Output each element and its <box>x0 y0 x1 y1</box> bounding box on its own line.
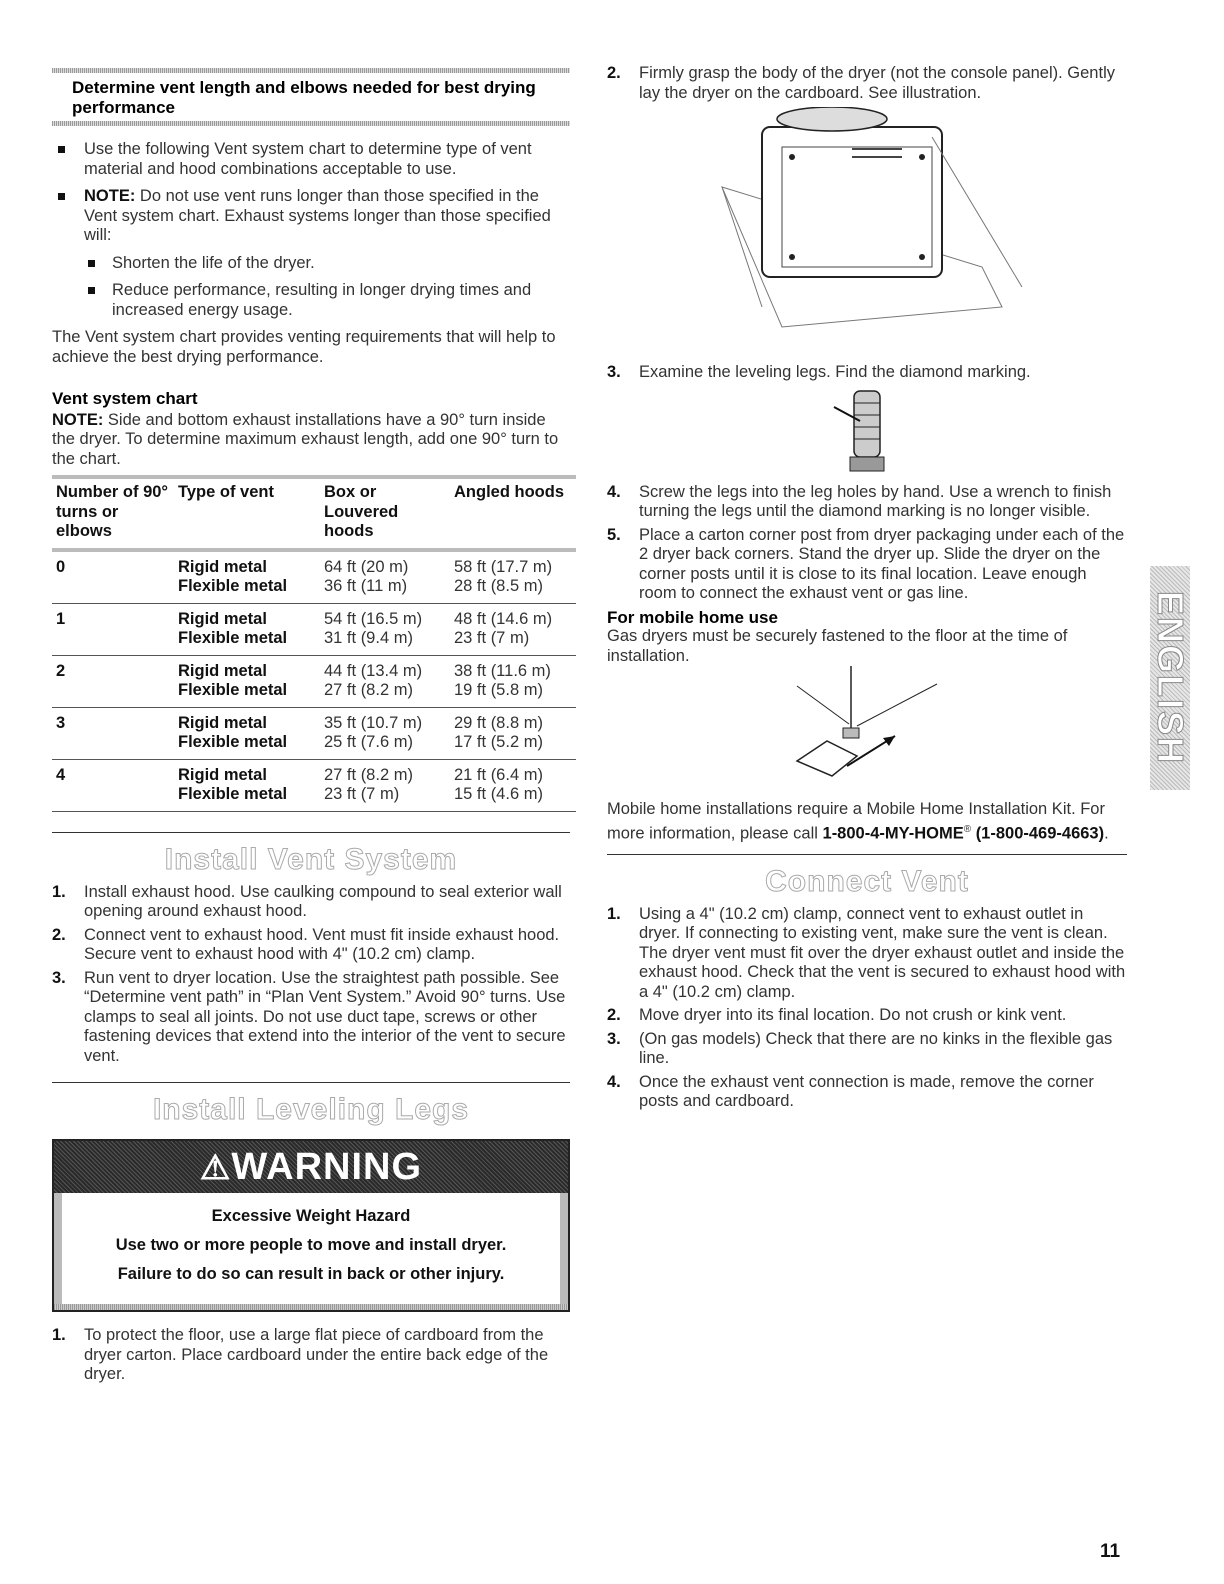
warning-header <box>54 1141 568 1193</box>
header-vent-type: Type of vent <box>178 483 274 501</box>
vent-type-cell: Rigid metal Flexible metal <box>178 661 288 699</box>
leveling-rule <box>52 1082 570 1083</box>
connect-vent-step: 3. (On gas models) Check that there are no kinks in the flexible gas line. <box>607 1029 1113 1067</box>
mobile-home-bracket-illustration <box>787 666 947 786</box>
vent-chart-note <box>52 411 570 470</box>
angled-hood-cell: 48 ft (14.6 m) 23 ft (7 m) <box>454 609 553 647</box>
warning-word: WARNING <box>231 1146 423 1188</box>
install-vent-title: Install Vent System <box>164 842 458 876</box>
box-hood-cell: 54 ft (16.5 m) 31 ft (9.4 m) <box>324 609 423 647</box>
connect-vent-rule <box>607 854 1127 855</box>
table-row <box>52 603 576 655</box>
bullet-note <box>52 187 570 246</box>
note-text: Do not use vent runs longer than those specified in the Vent system chart. Exhaust systems longer than those specified will: <box>84 187 551 244</box>
turns-cell: 3 <box>56 713 66 732</box>
right-column <box>607 64 1127 1116</box>
warning-body <box>54 1193 568 1304</box>
vent-type-cell: Rigid metal Flexible metal <box>178 609 288 647</box>
warning-consequence: Failure to do so can result in back or other injury. <box>117 1265 505 1283</box>
box-hood-cell: 35 ft (10.7 m) 25 ft (7.6 m) <box>324 713 423 751</box>
install-vent-rule <box>52 832 570 833</box>
phone-number: (1-800-469-4663) <box>975 824 1105 842</box>
table-row <box>52 707 576 759</box>
bullet-vent-chart: Use the following Vent system chart to determine type of vent material and hood combinations acceptable to use. <box>52 140 570 179</box>
vent-type-cell: Rigid metal Flexible metal <box>178 713 288 751</box>
vent-chart-heading: Vent system chart <box>52 389 198 408</box>
table-row <box>52 550 576 604</box>
connect-vent-step: 4. Once the exhaust vent connection is made, remove the corner posts and cardboard. <box>607 1072 1094 1110</box>
mobile-home-heading: For mobile home use <box>607 607 778 627</box>
angled-hood-cell: 38 ft (11.6 m) 19 ft (5.8 m) <box>454 661 551 699</box>
heading-bottom-rule <box>52 121 570 126</box>
table-row <box>52 655 576 707</box>
turns-cell: 4 <box>56 765 66 784</box>
install-vent-step: 3. Run vent to dryer location. Use the straightest path possible. See “Determine vent path” in “Plan Vent System.” Avoid 90° turns. Use clamps to seal all joints. Do not use duct tape, screws or other fastening devices that extend into the interior of the vent to secure vent. <box>52 968 566 1065</box>
connect-vent-step: 2. Move dryer into its final location. Do not crush or kink vent. <box>607 1006 1067 1024</box>
connect-vent-title: Connect Vent <box>765 864 969 898</box>
vent-system-table <box>52 475 576 812</box>
header-box-hoods: Box or Louvered hoods <box>324 483 399 540</box>
warning-box <box>52 1139 570 1312</box>
leveling-step-1: 1. To protect the floor, use a large flat piece of cardboard from the dryer carton. Place cardboard under the entire back edge of the dryer. <box>52 1326 549 1383</box>
install-leveling-title: Install Leveling Legs <box>152 1093 470 1126</box>
mobile-home-text: Gas dryers must be securely fastened to the floor at the time of installation. <box>607 627 1068 665</box>
page-number: 11 <box>1100 1541 1121 1562</box>
header-angled-hoods: Angled hoods <box>454 483 564 501</box>
heading-top-rule <box>52 68 570 73</box>
sub-bullet-life: Shorten the life of the dryer. <box>52 254 570 274</box>
note-label: NOTE: <box>84 187 136 205</box>
table-header-row <box>52 477 576 550</box>
left-column <box>52 68 570 1389</box>
leveling-leg-illustration <box>832 387 902 477</box>
warning-footer-rule <box>54 1304 568 1310</box>
chart-note-text: Side and bottom exhaust installations have a 90° turn inside the dryer. To determine maximum exhaust length, add one 90° turn to the chart. <box>52 410 559 468</box>
box-hood-cell: 64 ft (20 m) 36 ft (11 m) <box>324 557 409 595</box>
leveling-step-5: 5. Place a carton corner post from dryer packaging under each of the 2 dryer back corners. Stand the dryer up. Slide the dryer on the corner posts until it is close to its final location. Leave enough room to connect the exhaust vent or gas line. <box>607 525 1125 602</box>
vent-type-cell: Rigid metal Flexible metal <box>178 557 288 595</box>
angled-hood-cell: 58 ft (17.7 m) 28 ft (8.5 m) <box>454 557 553 595</box>
box-hood-cell: 44 ft (13.4 m) 27 ft (8.2 m) <box>324 661 423 699</box>
phone-word: 1-800-4-MY-HOME <box>822 824 964 842</box>
vent-length-heading: Determine vent length and elbows needed for best drying performance <box>72 78 536 117</box>
leveling-step-4: 4. Screw the legs into the leg holes by hand. Use a wrench to finish turning the legs until the diamond marking is no longer visible. <box>607 482 1112 520</box>
dryer-on-cardboard-illustration <box>702 107 1032 347</box>
leveling-step-2: 2. Firmly grasp the body of the dryer (not the console panel). Gently lay the dryer on the cardboard. See illustration. <box>607 64 1115 102</box>
sub-bullet-performance: Reduce performance, resulting in longer drying times and increased energy usage. <box>52 281 570 320</box>
install-vent-step: 2. Connect vent to exhaust hood. Vent must fit inside exhaust hood. Secure vent to exhaust hood with 4" (10.2 cm) clamp. <box>52 925 560 963</box>
angled-hood-cell: 21 ft (6.4 m) 15 ft (4.6 m) <box>454 765 543 803</box>
turns-cell: 2 <box>56 661 66 680</box>
table-row <box>52 759 576 811</box>
connect-vent-step: 1. Using a 4" (10.2 cm) clamp, connect vent to exhaust outlet in dryer. If connecting to existing vent, make sure the vent is clean. The dryer vent must fit over the dryer exhaust outlet and inside the exhaust hood. Check that the vent is secured to exhaust hood with a 4" (10.2 cm) clamp. <box>607 904 1126 1001</box>
turns-cell: 0 <box>56 557 66 576</box>
turns-cell: 1 <box>56 609 66 628</box>
chart-note-label: NOTE: <box>52 410 104 429</box>
header-turns: Number of 90° turns or elbows <box>56 483 169 540</box>
angled-hood-cell: 29 ft (8.8 m) 17 ft (5.2 m) <box>454 713 543 751</box>
box-hood-cell: 27 ft (8.2 m) 23 ft (7 m) <box>324 765 413 803</box>
mobile-kit-paragraph: Mobile home installations require a Mobile Home Installation Kit. For more information, please call 1-800-4-MY-HOME® (1-800-469-4663). <box>607 800 1109 842</box>
vent-type-cell: Rigid metal Flexible metal <box>178 765 288 803</box>
chart-intro-paragraph: The Vent system chart provides venting requirements that will help to achieve the best drying performance. <box>52 328 556 366</box>
language-side-tab-label: ENGLISH <box>1150 590 1192 766</box>
warning-triangle-icon: ⚠ <box>199 1149 232 1187</box>
warning-instruction: Use two or more people to move and install dryer. <box>115 1236 507 1254</box>
install-vent-step: 1. Install exhaust hood. Use caulking compound to seal exterior wall opening around exhaust hood. <box>52 882 562 920</box>
leveling-step-3: 3. Examine the leveling legs. Find the diamond marking. <box>607 363 1031 381</box>
warning-hazard: Excessive Weight Hazard <box>211 1207 411 1225</box>
